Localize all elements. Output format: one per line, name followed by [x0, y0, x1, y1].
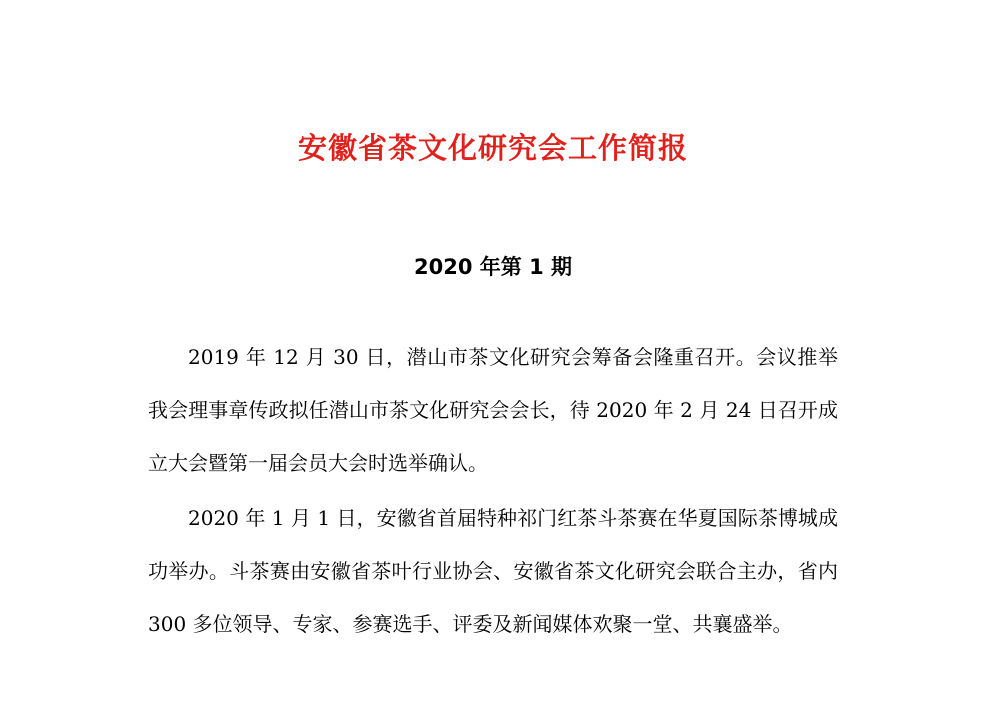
paragraph-1: 2019 年 12 月 30 日，潜山市茶文化研究会筹备会隆重召开。会议推举我会理事章传政拟任潜山市茶文化研究会会长，待 2020 年 2 月 24 日召开成立大会暨第一届会员大会时选举确认。: [148, 345, 838, 475]
issue-number: 2020 年第 1 期: [414, 255, 572, 279]
paragraph-2: 2020 年 1 月 1 日，安徽省首届特种祁门红茶斗茶赛在华夏国际茶博城成功举办。斗茶赛由安徽省茶叶行业协会、安徽省茶文化研究会联合主办，省内 300 多位领导、专家、参赛选手、评委及新闻媒体欢聚一堂、共襄盛举。: [148, 506, 838, 636]
document-title: 安徽省茶文化研究会工作简报: [297, 131, 688, 165]
